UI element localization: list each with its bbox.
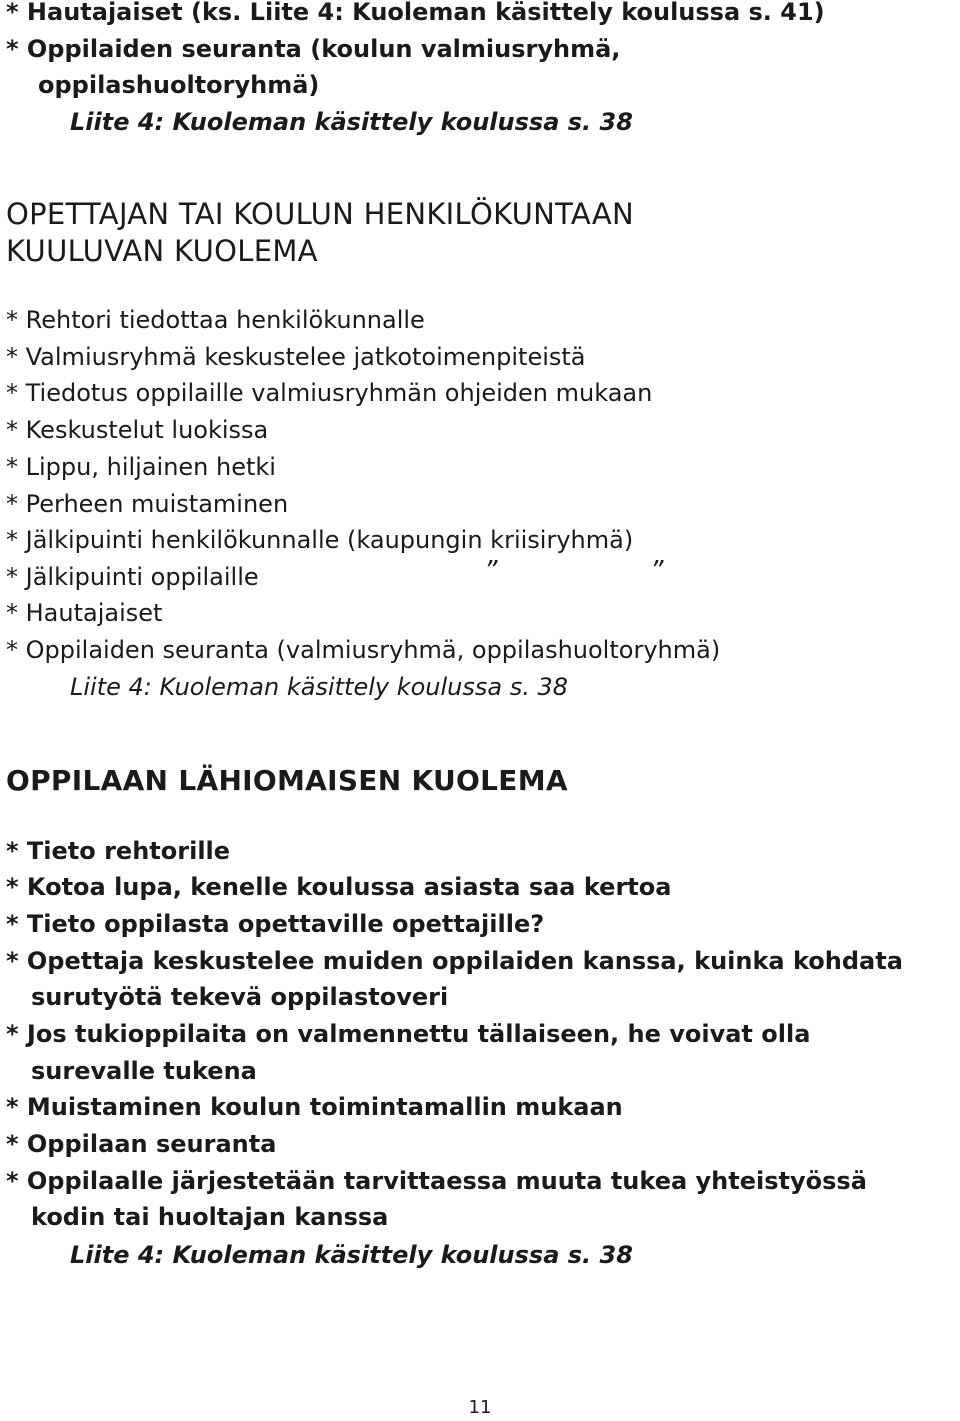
list-item: * Muistaminen koulun toimintamallin mukaan bbox=[6, 1093, 623, 1121]
list-item-cont: surutyötä tekevä oppilastoveri bbox=[31, 983, 449, 1011]
section-heading-relative-death: OPPILAAN LÄHIOMAISEN KUOLEMA bbox=[6, 764, 568, 797]
ditto-mark: ” bbox=[484, 556, 498, 586]
list-item: * Opettaja keskustelee muiden oppilaiden kanssa, kuinka kohdata bbox=[6, 947, 903, 975]
list-item: * Oppilaiden seuranta (valmiusryhmä, oppilashuoltoryhmä) bbox=[6, 636, 721, 664]
list-item: * Oppilaalle järjestetään tarvittaessa muuta tukea yhteistyössä bbox=[6, 1167, 867, 1195]
list-item: * Rehtori tiedottaa henkilökunnalle bbox=[6, 306, 425, 334]
list-item: * Valmiusryhmä keskustelee jatkotoimenpiteistä bbox=[6, 343, 586, 371]
list-item: * Keskustelut luokissa bbox=[6, 416, 269, 444]
list-item-student-monitoring-cont: oppilashuoltoryhmä) bbox=[38, 71, 320, 99]
list-item: * Tiedotus oppilaille valmiusryhmän ohjeiden mukaan bbox=[6, 379, 653, 407]
list-item-student-monitoring: * Oppilaiden seuranta (koulun valmiusryhmä, bbox=[6, 35, 621, 63]
list-item: * Lippu, hiljainen hetki bbox=[6, 453, 276, 481]
list-item: * Hautajaiset bbox=[6, 599, 163, 627]
list-item: * Oppilaan seuranta bbox=[6, 1130, 277, 1158]
page-number: 11 bbox=[468, 1397, 492, 1418]
list-item: * Jos tukioppilaita on valmennettu tällaiseen, he voivat olla bbox=[6, 1020, 811, 1048]
appendix-reference: Liite 4: Kuoleman käsittely koulussa s. 38 bbox=[70, 108, 633, 136]
section-heading-staff-death-line1: OPETTAJAN TAI KOULUN HENKILÖKUNTAAN bbox=[6, 197, 634, 231]
list-item: * Tieto rehtorille bbox=[6, 837, 231, 865]
list-item: * Jälkipuinti oppilaille bbox=[6, 563, 259, 591]
list-item: * Perheen muistaminen bbox=[6, 490, 289, 518]
list-item: * Tieto oppilasta opettaville opettajille? bbox=[6, 910, 545, 938]
section-heading-staff-death-line2: KUULUVAN KUOLEMA bbox=[6, 234, 318, 268]
list-item: * Jälkipuinti henkilökunnalle (kaupungin kriisiryhmä) bbox=[6, 526, 634, 554]
list-item: * Kotoa lupa, kenelle koulussa asiasta saa kertoa bbox=[6, 873, 672, 901]
appendix-reference: Liite 4: Kuoleman käsittely koulussa s. 38 bbox=[70, 1241, 633, 1269]
list-item-cont: surevalle tukena bbox=[31, 1057, 257, 1085]
ditto-mark: ” bbox=[650, 556, 664, 586]
appendix-reference: Liite 4: Kuoleman käsittely koulussa s. 38 bbox=[70, 673, 569, 701]
list-item-cont: kodin tai huoltajan kanssa bbox=[31, 1203, 389, 1231]
list-item-funeral-reference: * Hautajaiset (ks. Liite 4: Kuoleman käsittely koulussa s. 41) bbox=[6, 0, 825, 26]
